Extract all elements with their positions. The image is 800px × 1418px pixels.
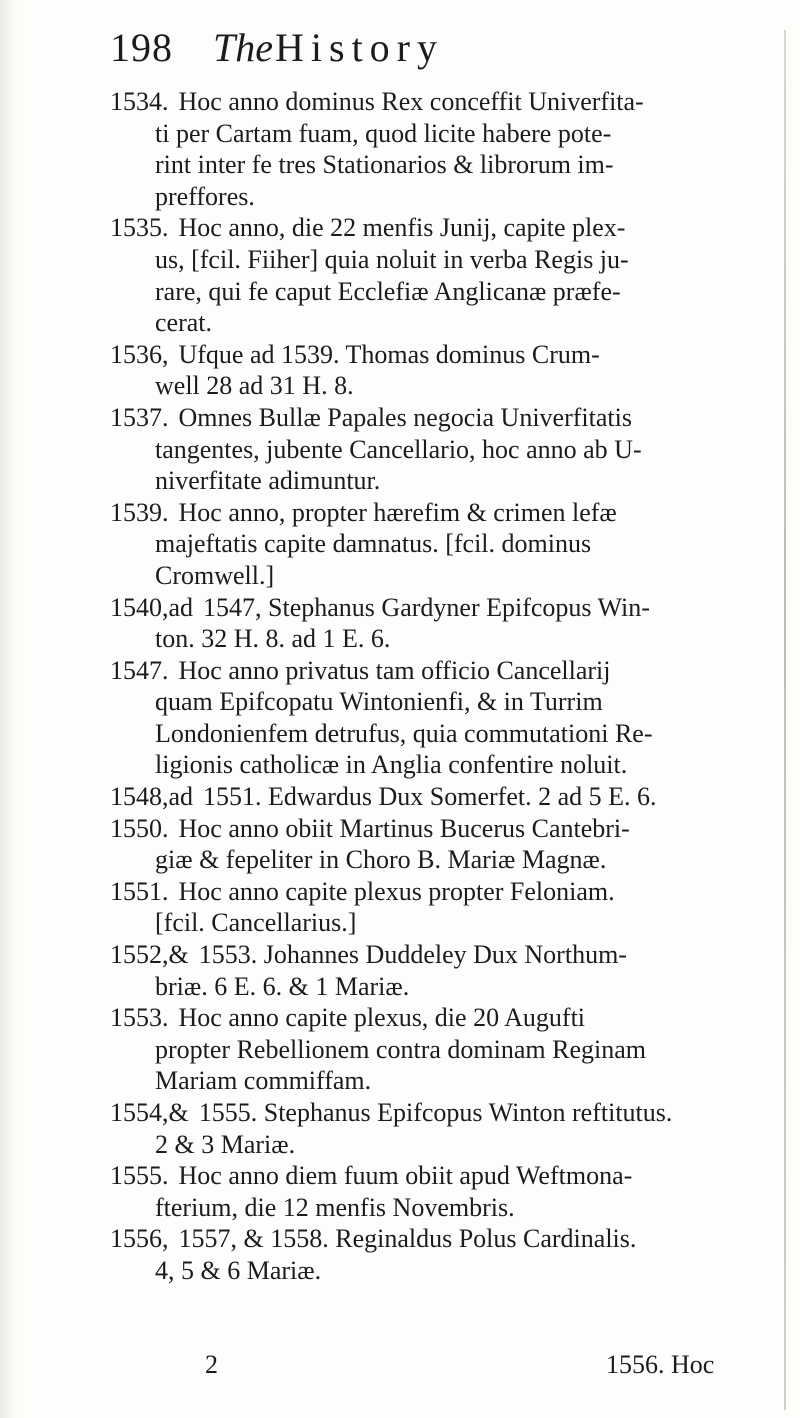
- entry-text: Omnes Bullæ Papales negocia Univerfitatis: [178, 402, 632, 432]
- entry-text: ti per Cartam fuam, quod licite habere pote-: [155, 118, 612, 148]
- entry-text: Ufque ad 1539. Thomas dominus Crum-: [178, 339, 600, 369]
- entry-continuation-line: [110, 718, 770, 750]
- entry-first-line: [110, 1097, 770, 1129]
- entry-first-line: [110, 1160, 770, 1192]
- entry-year: 1552,&: [110, 940, 189, 970]
- entry-continuation-line: [110, 276, 770, 308]
- entry-year: 1537.: [110, 402, 169, 432]
- entry-continuation-line: [110, 1065, 770, 1097]
- entry-text: Londonienfem detrufus, quia commutationi Re-: [155, 718, 653, 748]
- entry-continuation-line: [110, 971, 770, 1003]
- catchword: 1556. Hoc: [606, 1350, 715, 1379]
- entry-text: Hoc anno diem fuum obiit apud Weftmona-: [178, 1161, 633, 1191]
- entry-first-line: [110, 939, 770, 971]
- entry-first-line: [110, 497, 770, 529]
- entry-first-line: [110, 876, 770, 908]
- signature-mark: 2: [205, 1350, 218, 1379]
- chronicle-entry: [110, 212, 770, 338]
- entry-continuation-line: [110, 749, 770, 781]
- entry-text: giæ & fepeliter in Choro B. Mariæ Magnæ.: [155, 845, 607, 875]
- entry-first-line: [110, 1002, 770, 1034]
- entry-year: 1556,: [110, 1224, 169, 1254]
- entry-text: 1553. Johannes Duddeley Dux Northum-: [198, 940, 627, 970]
- chronicle-entry: [110, 86, 770, 212]
- entry-text: us, [fcil. Fiiher] quia noluit in verba Regis ju-: [155, 244, 629, 274]
- entry-continuation-line: [110, 149, 770, 181]
- chronicle-entry: [110, 1223, 770, 1286]
- entry-first-line: [110, 339, 770, 371]
- entry-first-line: [110, 655, 770, 687]
- entry-continuation-line: [110, 181, 770, 213]
- entry-text: 1557, & 1558. Reginaldus Polus Cardinalis.: [178, 1224, 637, 1254]
- entry-text: Hoc anno obiit Martinus Bucerus Cantebri-: [178, 813, 630, 843]
- chronicle-entry: [110, 402, 770, 497]
- entry-year: 1553.: [110, 1003, 169, 1033]
- entry-year: 1536,: [110, 339, 169, 369]
- entry-continuation-line: [110, 528, 770, 560]
- entry-text: 1551. Edwardus Dux Somerfet. 2 ad 5 E. 6.: [203, 782, 657, 812]
- entry-text: ton. 32 H. 8. ad 1 E. 6.: [155, 624, 391, 654]
- entry-continuation-line: [110, 1255, 770, 1287]
- entry-year: 1540,ad: [110, 592, 194, 622]
- page-number: 198: [110, 25, 173, 70]
- running-header: [110, 24, 444, 84]
- entry-text: Hoc anno capite plexus, die 20 Augufti: [178, 1003, 586, 1033]
- entry-text: 1547, Stephanus Gardyner Epifcopus Win-: [203, 592, 650, 622]
- entry-text: Hoc anno capite plexus propter Feloniam.: [178, 876, 615, 906]
- page-edge-line: [784, 30, 786, 1410]
- entry-first-line: [110, 781, 770, 813]
- entry-text: tangentes, jubente Cancellario, hoc anno ab U-: [155, 434, 642, 464]
- entry-text: ligionis catholicæ in Anglia confentire noluit.: [155, 750, 628, 780]
- chronicle-entry: [110, 655, 770, 781]
- entry-text: propter Rebellionem contra dominam Reginam: [155, 1034, 646, 1064]
- chronicle-entry: [110, 876, 770, 939]
- entry-text: preffores.: [155, 181, 255, 211]
- entry-year: 1551.: [110, 876, 169, 906]
- entry-text: niverfitate adimuntur.: [155, 466, 381, 496]
- chronicle-entry: [110, 497, 770, 592]
- chronicle-entry: [110, 781, 770, 813]
- entry-continuation-line: [110, 244, 770, 276]
- entry-text: fterium, die 12 menfis Novembris.: [155, 1192, 515, 1222]
- entry-text: quam Epifcopatu Wintonienfi, & in Turrim: [155, 687, 603, 717]
- entry-continuation-line: [110, 623, 770, 655]
- entry-text: Hoc anno dominus Rex conceffit Univerfita-: [178, 87, 644, 116]
- entry-text: rare, qui fe caput Ecclefiæ Anglicanæ præfe-: [155, 276, 621, 306]
- entry-continuation-line: [110, 307, 770, 339]
- entry-continuation-line: [110, 686, 770, 718]
- entry-text: Cromwell.]: [155, 560, 275, 590]
- header-title: History: [275, 25, 444, 70]
- entry-continuation-line: [110, 465, 770, 497]
- entry-text: Mariam commiffam.: [155, 1066, 372, 1096]
- entry-text: briæ. 6 E. 6. & 1 Mariæ.: [155, 971, 410, 1001]
- entry-year: 1554,&: [110, 1098, 189, 1127]
- entry-text: majeftatis capite damnatus. [fcil. dominus: [155, 529, 592, 559]
- entry-continuation-line: [110, 434, 770, 466]
- chronicle-entry: [110, 1097, 770, 1160]
- entry-continuation-line: [110, 370, 770, 402]
- entry-year: 1548,ad: [110, 782, 194, 812]
- entry-text: well 28 ad 31 H. 8.: [155, 371, 354, 401]
- entry-continuation-line: [110, 560, 770, 592]
- entry-first-line: [110, 402, 770, 434]
- chronicle-entry: [110, 939, 770, 1002]
- chronicle-entry: [110, 1160, 770, 1223]
- entry-first-line: [110, 592, 770, 624]
- chronicle-entry: [110, 813, 770, 876]
- entry-first-line: [110, 212, 770, 244]
- entry-text: Hoc anno privatus tam officio Cancellarij: [178, 655, 611, 685]
- chronicle-entry: [110, 1002, 770, 1097]
- entry-text: Hoc anno, propter hærefim & crimen lefæ: [178, 497, 617, 527]
- entry-continuation-line: [110, 907, 770, 939]
- entry-text: 2 & 3 Mariæ.: [155, 1129, 296, 1159]
- entry-text: [fcil. Cancellarius.]: [155, 908, 357, 938]
- chronicle-entry: [110, 592, 770, 655]
- entry-year: 1535.: [110, 213, 169, 243]
- entry-first-line: [110, 1223, 770, 1255]
- entry-continuation-line: [110, 1192, 770, 1224]
- entry-continuation-line: [110, 844, 770, 876]
- entry-text: 4, 5 & 6 Mariæ.: [155, 1255, 322, 1285]
- entry-text: 1555. Stephanus Epifcopus Winton reftitutus.: [198, 1098, 673, 1127]
- entry-continuation-line: [110, 118, 770, 150]
- entry-continuation-line: [110, 1129, 770, 1161]
- page-footer: [0, 1350, 800, 1384]
- entry-year: 1539.: [110, 497, 169, 527]
- page-gutter-shadow: [0, 0, 18, 1418]
- entry-text: cerat.: [155, 308, 213, 338]
- entry-year: 1555.: [110, 1161, 169, 1191]
- entry-first-line: [110, 813, 770, 845]
- chronicle-entry: [110, 339, 770, 402]
- entry-year: 1534.: [110, 87, 169, 116]
- entry-year: 1547.: [110, 655, 169, 685]
- entry-continuation-line: [110, 1034, 770, 1066]
- chronicle-entries: [110, 86, 770, 1287]
- header-title-prefix: The: [213, 25, 273, 70]
- entry-text: Hoc anno, die 22 menfis Junij, capite plex-: [178, 213, 626, 243]
- entry-first-line: [110, 86, 770, 118]
- entry-text: rint inter fe tres Stationarios & librorum im-: [155, 150, 614, 180]
- entry-year: 1550.: [110, 813, 169, 843]
